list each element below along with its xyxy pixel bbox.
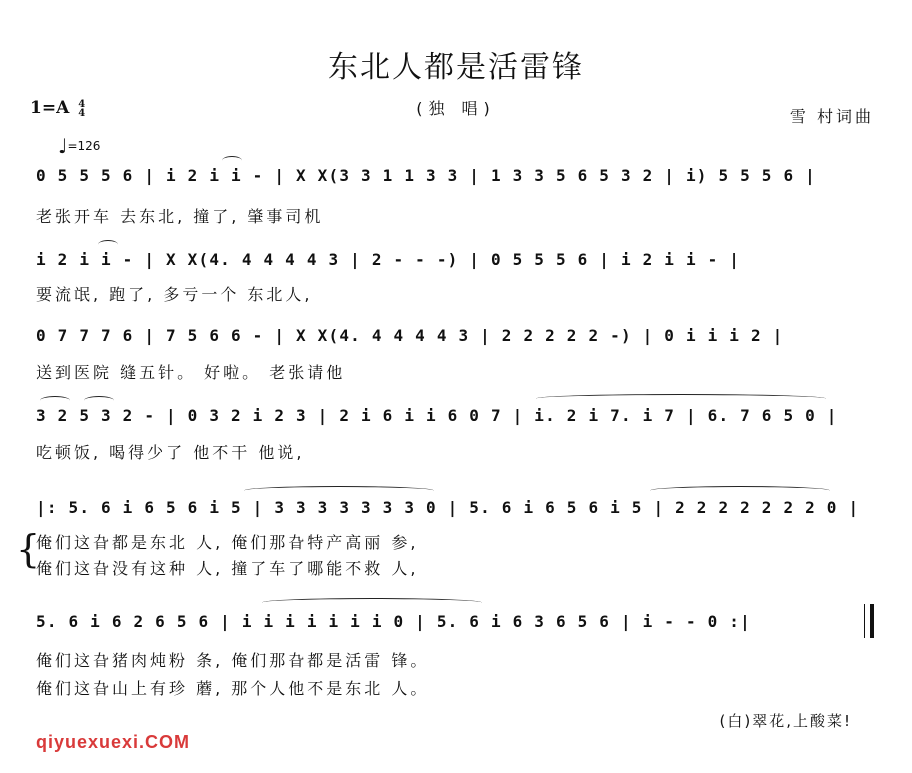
slur-mark bbox=[98, 240, 118, 249]
notation-line: 3 2 5 3 2 - | 0 3 2 i 2 3 | 2 i 6 i i 6 0 7 | i. 2 i 7. i 7 | 6. 7 6 5 0 | bbox=[36, 406, 838, 425]
lyric-line: 送到医院 缝五针。 好啦。 老张请他 bbox=[36, 363, 346, 382]
notation-line: 0 7 7 7 6 | 7 5 6 6 - | X X(4. 4 4 4 4 3 | 2 2 2 2 2 -) | 0 i i i 2 | bbox=[36, 326, 784, 345]
slur-mark bbox=[84, 396, 114, 405]
time-sig-top: 4 bbox=[78, 98, 86, 110]
spoken-line: (白)翠花,上酸菜! bbox=[719, 712, 852, 730]
lyric-line-verse-2: 俺们这旮没有这种 人, 撞了车了哪能不救 人, bbox=[36, 559, 419, 578]
lyric-line-verse-1: 俺们这旮猪肉炖粉 条, 俺们那旮都是活雷 锋。 bbox=[36, 651, 430, 670]
composer-credit: 雪 村词曲 bbox=[789, 107, 874, 126]
tempo-marking bbox=[58, 134, 100, 158]
performance-type: (独 唱) bbox=[416, 99, 496, 118]
final-barline-thick bbox=[870, 604, 874, 638]
final-barline-thin bbox=[864, 604, 865, 638]
slur-mark bbox=[40, 396, 70, 405]
notation-line: |: 5. 6 i 6 5 6 i 5 | 3 3 3 3 3 3 3 0 | 5. 6 i 6 5 6 i 5 | 2 2 2 2 2 2 2 0 | bbox=[36, 498, 860, 517]
lyric-line-verse-2: 俺们这旮山上有珍 蘑, 那个人他不是东北 人。 bbox=[36, 679, 430, 698]
time-sig-bottom: 4 bbox=[78, 107, 86, 119]
lyric-line: 吃顿饭, 喝得少了 他不干 他说, bbox=[36, 443, 305, 462]
lyric-line: 老张开车 去东北, 撞了, 肇事司机 bbox=[36, 207, 324, 226]
lyric-line: 要流氓, 跑了, 多亏一个 东北人, bbox=[36, 285, 313, 304]
key-signature bbox=[30, 98, 85, 118]
verse-brace: { bbox=[16, 527, 41, 571]
key-label: 1=A bbox=[30, 98, 70, 118]
tempo-value: =126 bbox=[67, 139, 101, 153]
slur-mark bbox=[222, 156, 242, 165]
time-signature bbox=[78, 100, 85, 118]
notation-line: i 2 i i - | X X(4. 4 4 4 4 3 | 2 - - -) | 0 5 5 5 6 | i 2 i i - | bbox=[36, 250, 741, 269]
slur-mark bbox=[244, 486, 434, 495]
song-title: 东北人都是活雷锋 bbox=[328, 50, 584, 85]
notation-line: 0 5 5 5 6 | i 2 i i - | X X(3 3 1 1 3 3 | 1 3 3 5 6 5 3 2 | i) 5 5 5 6 | bbox=[36, 166, 816, 185]
lyric-line-verse-1: 俺们这旮都是东北 人, 俺们那旮特产高丽 参, bbox=[36, 533, 419, 552]
slur-mark bbox=[262, 598, 482, 607]
quarter-note-icon: ♩ bbox=[58, 134, 68, 158]
slur-mark bbox=[536, 394, 826, 403]
slur-mark bbox=[650, 486, 830, 495]
site-watermark: qiyuexuexi.COM bbox=[36, 732, 191, 752]
notation-line: 5. 6 i 6 2 6 5 6 | i i i i i i i 0 | 5. 6 i 6 3 6 5 6 | i - - 0 :| bbox=[36, 612, 751, 631]
